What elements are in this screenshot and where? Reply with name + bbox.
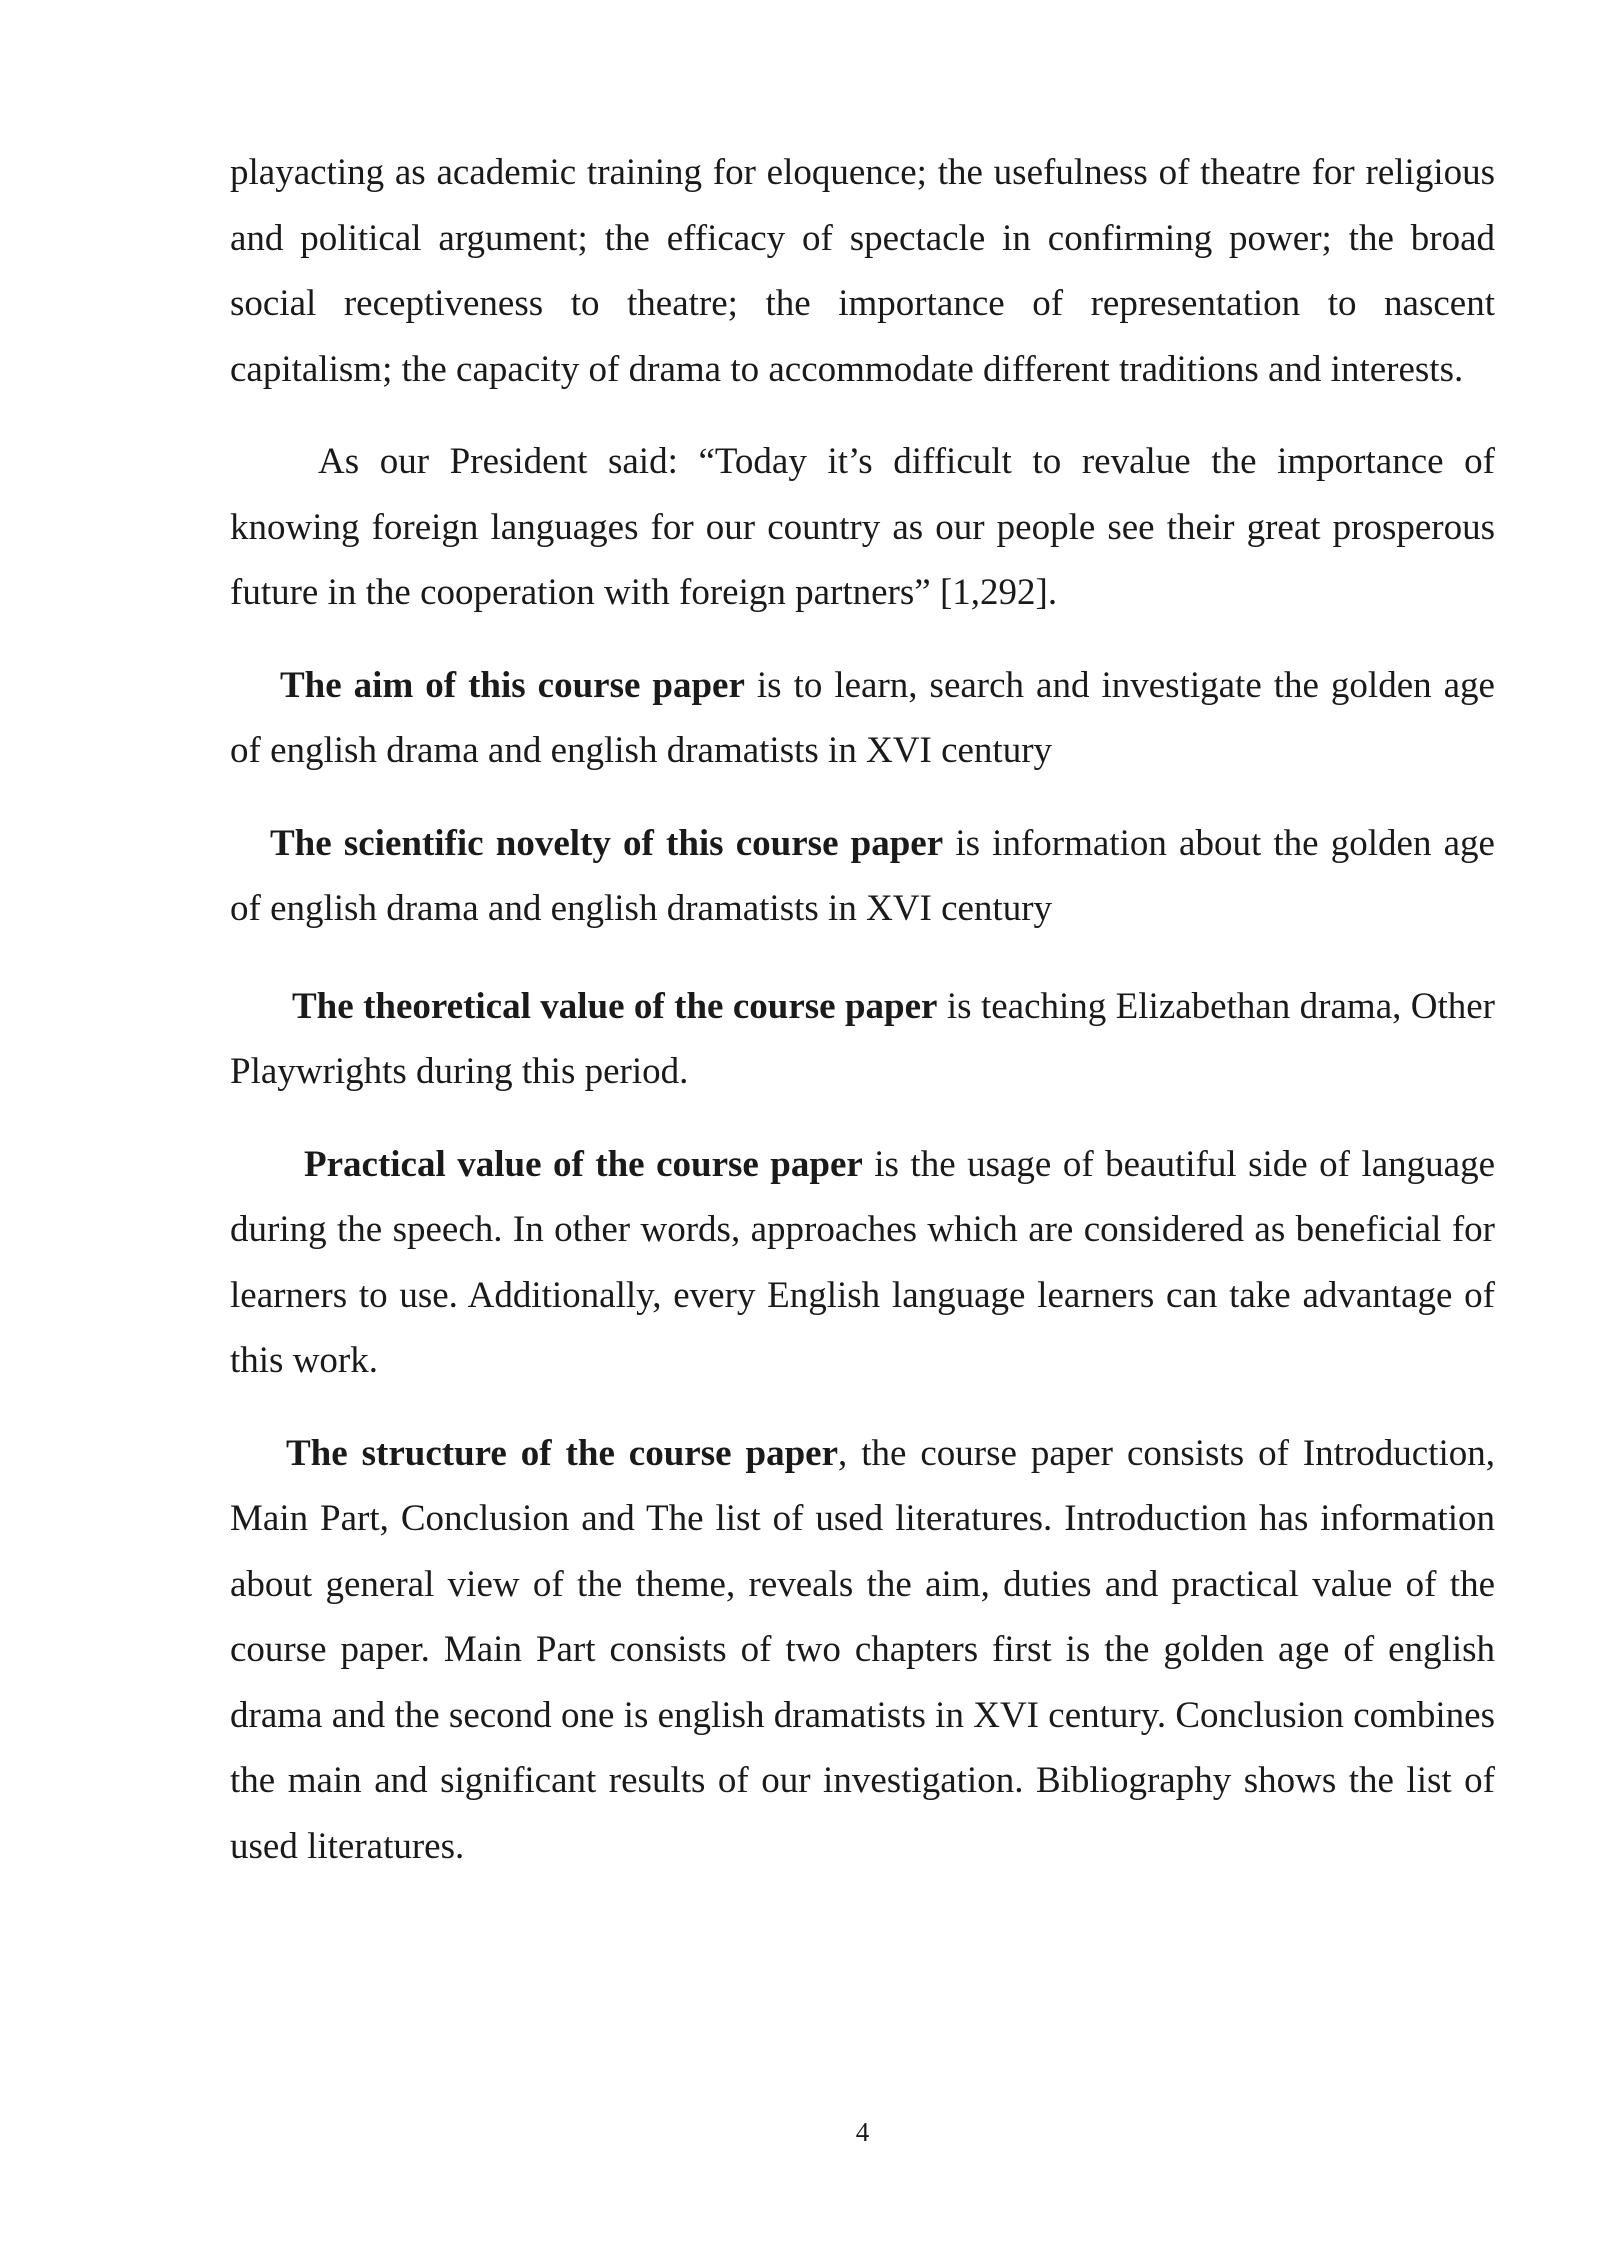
paragraph-heading: The aim of this course paper <box>280 664 745 706</box>
paragraph-text: , the course paper consists of Introduction, Main Part, Conclusion and The list of used literatures. Introduction has information about general view of the theme, reveals the aim, duties and practical value of the course paper. Main Part consists of two chapters first is the golden age of english drama and the second one is english dramatists in XVI century. Conclusion combines the main and significant results of our investigation. Bibliography shows the list of used literatures. <box>230 1432 1495 1867</box>
paragraph-heading: The structure of the course paper <box>286 1432 838 1474</box>
paragraph-heading: The theoretical value of the course paper <box>292 985 938 1027</box>
paragraph-text: As our President said: “Today it’s difficult to revalue the importance of knowing foreign languages for our country as our people see their great prosperous future in the cooperation with foreign partners” [1,292]. <box>230 441 1495 613</box>
paragraph-heading: The scientific novelty of this course paper <box>270 822 944 864</box>
paragraph-text: is the usage of beautiful side of language during the speech. In other words, approaches which are considered as beneficial for learners to use. Additionally, every English language learners can take advantage of this work. <box>230 1143 1496 1381</box>
paragraph-president-quote <box>230 429 1495 626</box>
paragraph-theoretical-value <box>230 974 1495 1105</box>
document-body <box>230 140 1495 1879</box>
paragraph-text: is to learn, search and investigate the golden age of english drama and english dramatists in XVI century <box>230 664 1495 771</box>
paragraph-text: is teaching Elizabethan drama, Other Playwrights during this period. <box>230 985 1495 1092</box>
paragraph-heading: Practical value of the course paper <box>304 1143 863 1185</box>
paragraph-scientific-novelty <box>230 811 1495 942</box>
paragraph-text: playacting as academic training for eloquence; the usefulness of theatre for religious and political argument; the efficacy of spectacle in confirming power; the broad social receptiveness to theatre; the importance of representation to nascent capitalism; the capacity of drama to accommodate different traditions and interests. <box>230 152 1495 390</box>
paragraph-structure <box>230 1421 1495 1880</box>
page-number: 4 <box>855 2117 870 2147</box>
paragraph-aim <box>230 653 1495 784</box>
paragraph-text: is information about the golden age of english drama and english dramatists in XVI century <box>230 822 1495 929</box>
paragraph-intro-continuation <box>230 140 1495 402</box>
paragraph-practical-value <box>230 1132 1495 1394</box>
